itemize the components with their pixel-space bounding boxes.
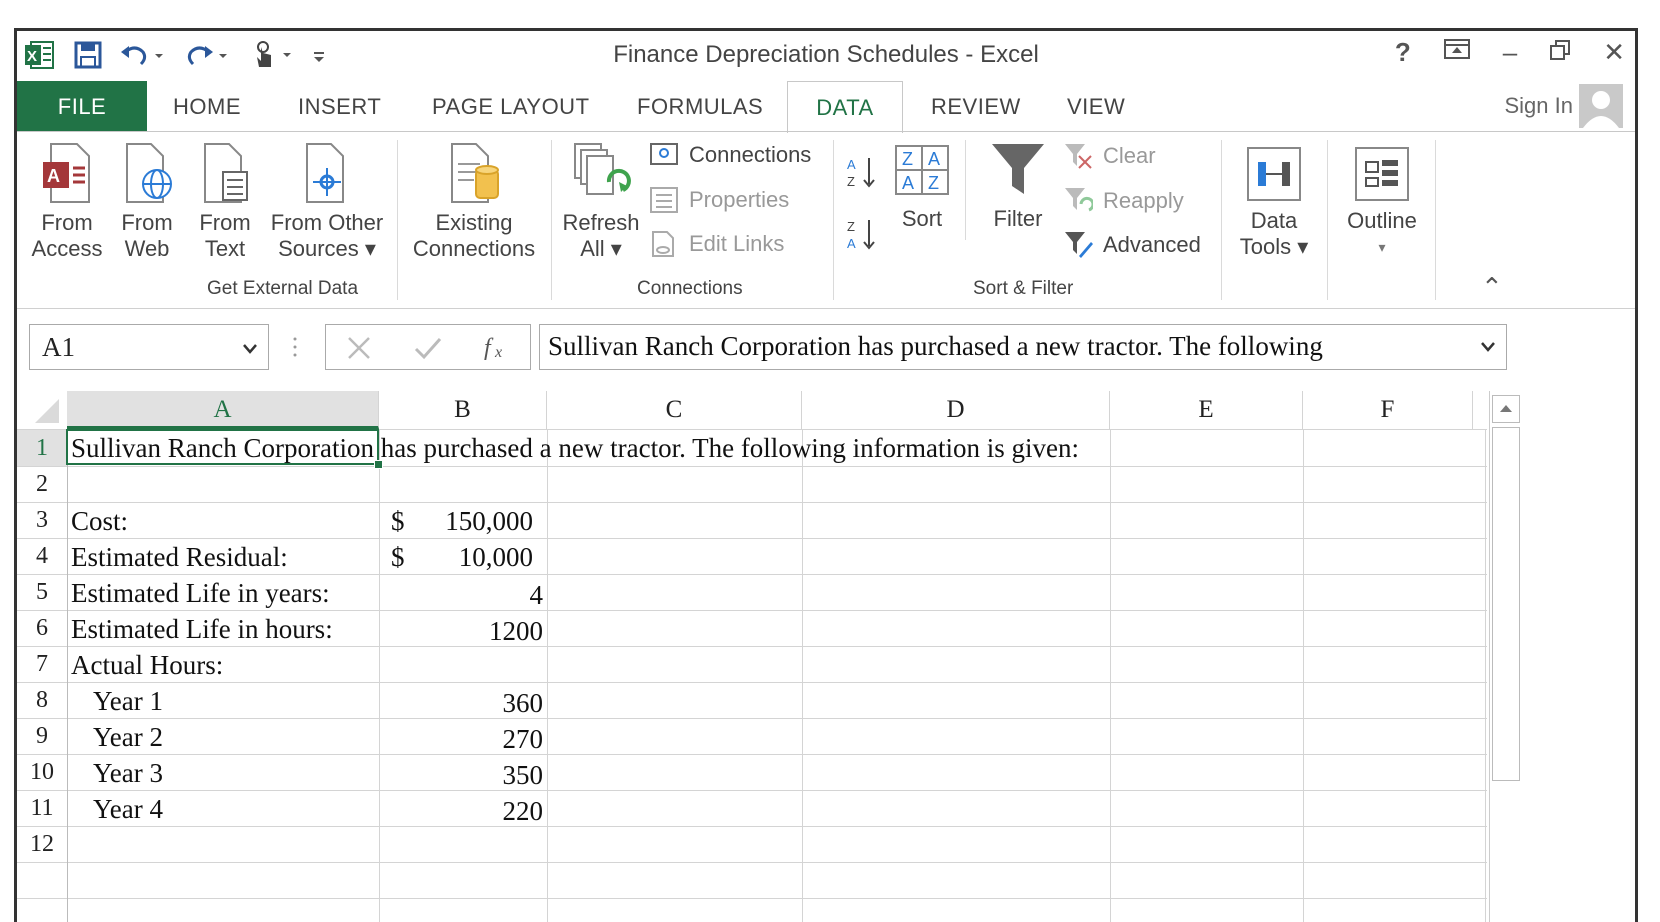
grid-line [1110,429,1111,922]
svg-text:A: A [47,166,60,186]
grid-line [547,429,548,922]
from-text-button[interactable] [193,138,257,262]
expand-formula-icon[interactable] [1480,325,1496,370]
access-icon [27,138,107,204]
existing-line1: Existing [435,210,513,235]
refresh-line2: All ▾ [580,236,622,261]
window-title: Finance Depreciation Schedules - Excel [613,41,1039,68]
grid-line [17,682,1487,683]
group-label-get-external: Get External Data [207,278,359,299]
sort-descending-icon [845,216,879,252]
column-header-d[interactable]: D [802,391,1110,429]
sort-dialog-icon [889,138,955,196]
from-other-line2: Sources ▾ [278,236,376,261]
row-header-10[interactable]: 10 [30,759,54,785]
from-web-button[interactable] [115,138,179,262]
row-header-8[interactable]: 8 [36,687,48,713]
formula-value[interactable]: Sullivan Ranch Corporation has purchased a new tractor. The following [548,331,1323,361]
from-web-line1: From [121,210,173,235]
collapse-ribbon-icon[interactable]: ⌃ [1481,272,1503,302]
connections-label: Connections [689,142,812,167]
worksheet-grid [17,391,1497,922]
column-header-c[interactable]: C [547,391,802,429]
data-tools-line1: Data [1250,208,1298,233]
cell-a10[interactable]: Year 3 [93,758,164,788]
grid-line [17,754,1487,755]
edit-links-icon [649,230,679,258]
from-access-line2: Access [31,236,103,261]
name-box-value[interactable]: A1 [42,332,75,362]
data-tools-button[interactable] [1231,138,1317,260]
cell-a5[interactable]: Estimated Life in years: [71,578,330,608]
connections-icon [649,142,679,168]
tab-page-layout[interactable]: PAGE LAYOUT [432,94,590,119]
sort-z-to-a-button[interactable] [845,216,879,252]
ribbon-separator [397,140,398,300]
tab-home[interactable]: HOME [173,94,241,119]
formula-input[interactable] [539,324,1507,370]
tab-review[interactable]: REVIEW [931,94,1021,119]
help-icon[interactable]: ? [1394,37,1411,67]
grid-line [802,429,803,922]
sort-button[interactable] [889,138,955,232]
excel-window [14,28,1638,922]
ribbon-display-icon[interactable] [1443,37,1471,68]
grid-line [17,790,1487,791]
scroll-thumb[interactable] [1492,427,1520,781]
row-header-5[interactable]: 5 [36,579,48,605]
from-access-button[interactable] [27,138,107,262]
row-header-4[interactable]: 4 [36,543,48,569]
cell-b4-currency: $ [391,542,405,572]
outline-button[interactable] [1337,138,1427,260]
tab-view[interactable]: VIEW [1067,94,1126,119]
svg-text:A: A [847,157,856,172]
formula-buttons [325,324,531,370]
ribbon-separator [1435,140,1436,300]
svg-text:A: A [902,173,915,193]
window-controls [1395,37,1625,68]
cell-a1[interactable]: Sullivan Ranch Corporation has purchased a new tractor. The following information is given: [71,433,1080,463]
cell-b10[interactable]: 350 [502,760,543,790]
from-web-line2: Web [124,236,170,261]
sign-in-label[interactable]: Sign In [1504,93,1573,118]
row-header-12[interactable]: 12 [30,831,54,857]
ribbon-separator [965,140,966,240]
svg-text:Z: Z [847,219,855,234]
row-header-1[interactable]: 1 [17,430,67,466]
tab-formulas[interactable]: FORMULAS [637,94,764,119]
row-header-2[interactable]: 2 [36,471,48,497]
outline-line2: ▾ [1378,239,1386,255]
cell-b5[interactable]: 4 [529,580,543,610]
existing-connections-button[interactable] [409,138,539,262]
from-access-line1: From [41,210,93,235]
restore-icon[interactable] [1549,37,1571,68]
column-header-b[interactable]: B [379,391,547,429]
clear-button[interactable] [1063,142,1156,170]
column-header-e[interactable]: E [1110,391,1303,429]
from-other-line1: From Other [270,210,384,235]
filter-button[interactable] [983,138,1053,232]
from-text-line2: Text [204,236,246,261]
refresh-all-button[interactable] [561,138,641,262]
reapply-icon [1063,186,1093,216]
properties-icon [649,186,679,214]
cell-b11[interactable]: 220 [502,796,543,826]
clear-filter-icon [1063,142,1093,170]
row-header-11[interactable]: 11 [30,795,54,821]
cell-b3[interactable]: 150,000 [445,506,533,536]
grid-line [17,862,1487,863]
svg-text:Z: Z [928,173,939,193]
cell-b3-currency: $ [391,506,405,536]
advanced-filter-button[interactable] [1063,230,1201,260]
cancel-entry-icon[interactable] [346,335,372,366]
sign-in[interactable] [1505,81,1624,131]
refresh-icon [561,138,641,204]
properties-button[interactable] [649,186,789,214]
data-tools-icon [1231,138,1317,202]
edit-links-button[interactable] [649,230,784,258]
grid-line [17,718,1487,719]
ribbon-separator [551,140,552,300]
tab-file[interactable]: FILE [17,81,147,131]
svg-text:X: X [27,48,38,65]
svg-text:Z: Z [847,174,855,189]
svg-text:Z: Z [902,149,913,169]
group-label-connections: Connections [637,278,743,299]
svg-text:x: x [495,344,503,361]
filter-label: Filter [993,206,1043,231]
cell-a7[interactable]: Actual Hours: [71,650,224,680]
cell-b6[interactable]: 1200 [489,616,543,646]
cell-a3[interactable]: Cost: [71,506,129,536]
group-label-sort-filter: Sort & Filter [973,278,1074,299]
advanced-label: Advanced [1103,232,1201,257]
select-all-corner[interactable] [17,391,67,429]
advanced-filter-icon [1063,230,1093,260]
cell-b8[interactable]: 360 [502,688,543,718]
sort-ascending-icon [845,154,879,190]
cell-a9[interactable]: Year 2 [93,722,164,752]
ribbon-tabs [17,81,1635,131]
svg-text:A: A [847,236,856,251]
chevron-down-icon[interactable] [242,325,258,385]
enter-entry-icon[interactable] [414,335,442,366]
close-icon[interactable]: ✕ [1603,37,1625,67]
text-file-icon [193,138,257,204]
tab-data[interactable]: DATA [787,81,903,133]
grid-line [67,429,68,922]
vertical-scrollbar[interactable] [1489,391,1524,922]
name-box[interactable] [29,324,269,370]
from-other-sources-button[interactable] [267,138,387,262]
grid-line [17,826,1487,827]
cell-a8[interactable]: Year 1 [93,686,164,716]
existing-line2: Connections [412,236,536,261]
reapply-label: Reapply [1103,188,1184,213]
from-text-line1: From [199,210,251,235]
existing-connections-icon [409,138,539,204]
formula-bar-grip-icon [293,331,297,363]
column-header-f[interactable]: F [1303,391,1473,429]
other-sources-icon [267,138,387,204]
title-bar [17,31,1635,79]
cell-a6[interactable]: Estimated Life in hours: [71,614,333,644]
connections-button[interactable] [649,142,811,168]
outline-icon [1337,138,1427,202]
refresh-line1: Refresh [562,210,640,235]
clear-label: Clear [1103,143,1156,168]
grid-line [1303,429,1304,922]
cell-a11[interactable]: Year 4 [93,794,164,824]
ribbon-separator [1221,140,1222,300]
ribbon [17,131,1635,309]
svg-text:f: f [484,335,491,361]
cell-a4[interactable]: Estimated Residual: [71,542,288,572]
sort-a-to-z-button[interactable] [845,154,879,190]
outline-line1: Outline [1347,208,1417,233]
sort-label: Sort [901,206,943,231]
grid-line [1485,429,1486,922]
avatar[interactable] [1579,84,1623,128]
ribbon-separator [1327,140,1328,300]
minimize-icon[interactable]: – [1502,37,1518,67]
data-tools-line2: Tools ▾ [1239,234,1309,259]
insert-function-icon[interactable] [482,331,512,370]
grid-line [17,466,1487,467]
tab-insert[interactable]: INSERT [298,94,382,119]
cell-b9[interactable]: 270 [502,724,543,754]
ribbon-separator [833,140,834,300]
properties-label: Properties [689,187,790,212]
filter-funnel-icon [983,138,1053,196]
reapply-button[interactable] [1063,186,1184,216]
svg-text:A: A [928,149,941,169]
grid-line [17,898,1487,899]
cell-b4[interactable]: 10,000 [458,542,533,572]
row-header-6[interactable]: 6 [36,615,48,641]
row-header-9[interactable]: 9 [36,723,48,749]
row-header-7[interactable]: 7 [36,651,48,677]
edit-links-label: Edit Links [689,231,785,256]
scroll-up-icon[interactable] [1492,395,1520,423]
grid-line [17,502,1487,503]
column-header-a[interactable]: A [67,391,379,429]
globe-icon [115,138,179,204]
row-header-3[interactable]: 3 [36,507,48,533]
